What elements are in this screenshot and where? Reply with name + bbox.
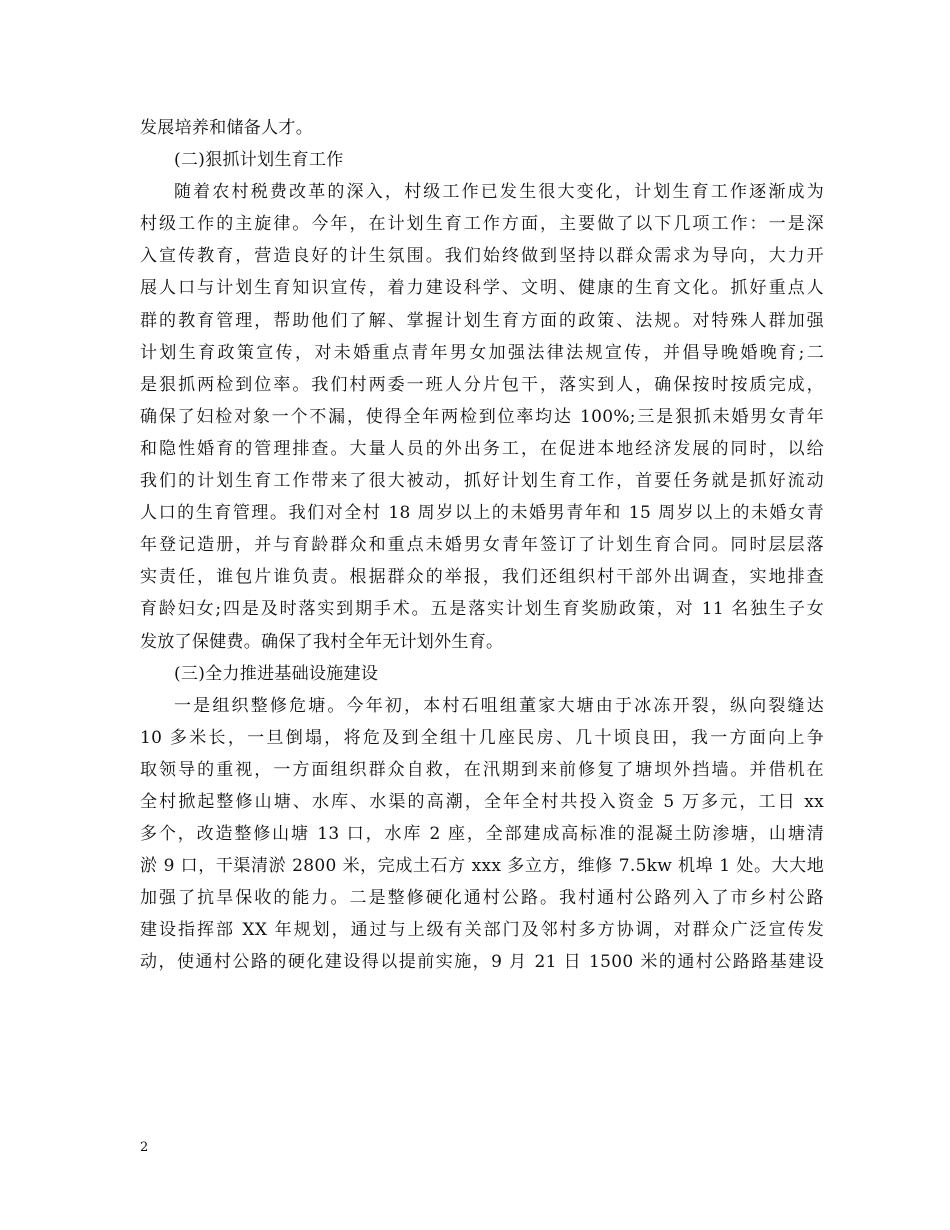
paragraph-line: 多个，改造整修山塘 13 口，水库 2 座，全部建成高标准的混凝土防渗塘，山塘清 — [140, 824, 824, 845]
paragraph-line: 村级工作的主旋律。今年，在计划生育工作方面，主要做了以下几项工作：一是深 — [140, 214, 824, 235]
paragraph-line: 育龄妇女;四是及时落实到期手术。五是落实计划生育奖励政策，对 11 名独生子女 — [140, 599, 824, 620]
paragraph-line: 和隐性婚育的管理排查。大量人员的外出务工，在促进本地经济发展的同时，以给 — [140, 438, 824, 459]
paragraph-line: 实责任，谁包片谁负责。根据群众的举报，我们还组织村干部外出调查，实地排查 — [140, 567, 824, 588]
paragraph-line: 淤 9 口，干渠清淤 2800 米，完成土石方 xxx 多立方，维修 7.5kw 机埠 1 处。大大地 — [140, 856, 824, 877]
paragraph-line: 发展培养和储备人才。 — [140, 118, 313, 138]
paragraph-line: 是狠抓两检到位率。我们村两委一班人分片包干，落实到人，确保按时按质完成， — [140, 374, 824, 395]
page-number: 2 — [140, 1140, 149, 1155]
paragraph-line: 加强了抗旱保收的能力。二是整修硬化通村公路。我村通村公路列入了市乡村公路 — [140, 888, 824, 909]
document-body — [140, 112, 824, 979]
paragraph-line: 全村掀起整修山塘、水库、水渠的高潮，全年全村共投入资金 5 万多元，工日 xx — [140, 791, 824, 812]
paragraph-line: 建设指挥部 XX 年规划，通过与上级有关部门及邻村多方协调，对群众广泛宣传发 — [140, 920, 824, 941]
paragraph-line: 一是组织整修危塘。今年初，本村石咀组董家大塘由于冰冻开裂，纵向裂缝达 — [174, 695, 824, 716]
paragraph-line: 展人口与计划生育知识宣传，着力建设科学、文明、健康的生育文化。抓好重点人 — [140, 278, 824, 299]
paragraph-line: 入宣传教育，营造良好的计生氛围。我们始终做到坚持以群众需求为导向，大力开 — [140, 246, 824, 267]
paragraph-line: 计划生育政策宣传，对未婚重点青年男女加强法律法规宣传，并倡导晚婚晚育;二 — [140, 342, 824, 363]
paragraph-line: 取领导的重视，一方面组织群众自救，在汛期到来前修复了塘坝外挡墙。并借机在 — [140, 759, 824, 780]
paragraph-line: 群的教育管理，帮助他们了解、掌握计划生育方面的政策、法规。对特殊人群加强 — [140, 310, 824, 331]
paragraph-line: 我们的计划生育工作带来了很大被动，抓好计划生育工作，首要任务就是抓好流动 — [140, 471, 824, 492]
paragraph-line: 年登记造册，并与育龄群众和重点未婚男女青年签订了计划生育合同。同时层层落 — [140, 535, 824, 556]
section-heading: (三)全力推进基础设施建设 — [174, 663, 379, 684]
paragraph-line: 10 多米长，一旦倒塌，将危及到全组十几座民房、几十顷良田，我一方面向上争 — [140, 727, 824, 748]
section-heading: (二)狠抓计划生育工作 — [174, 150, 344, 171]
paragraph-line: 动，使通村公路的硬化建设得以提前实施，9 月 21 日 1500 米的通村公路路基建设 — [140, 952, 824, 973]
paragraph-line: 发放了保健费。确保了我村全年无计划外生育。 — [140, 631, 504, 652]
paragraph-line: 随着农村税费改革的深入，村级工作已发生很大变化，计划生育工作逐渐成为 — [174, 182, 824, 203]
paragraph-line: 确保了妇检对象一个不漏，使得全年两检到位率均达 100%;三是狠抓未婚男女青年 — [140, 406, 824, 427]
paragraph-line: 人口的生育管理。我们对全村 18 周岁以上的未婚男青年和 15 周岁以上的未婚女青 — [140, 503, 824, 524]
